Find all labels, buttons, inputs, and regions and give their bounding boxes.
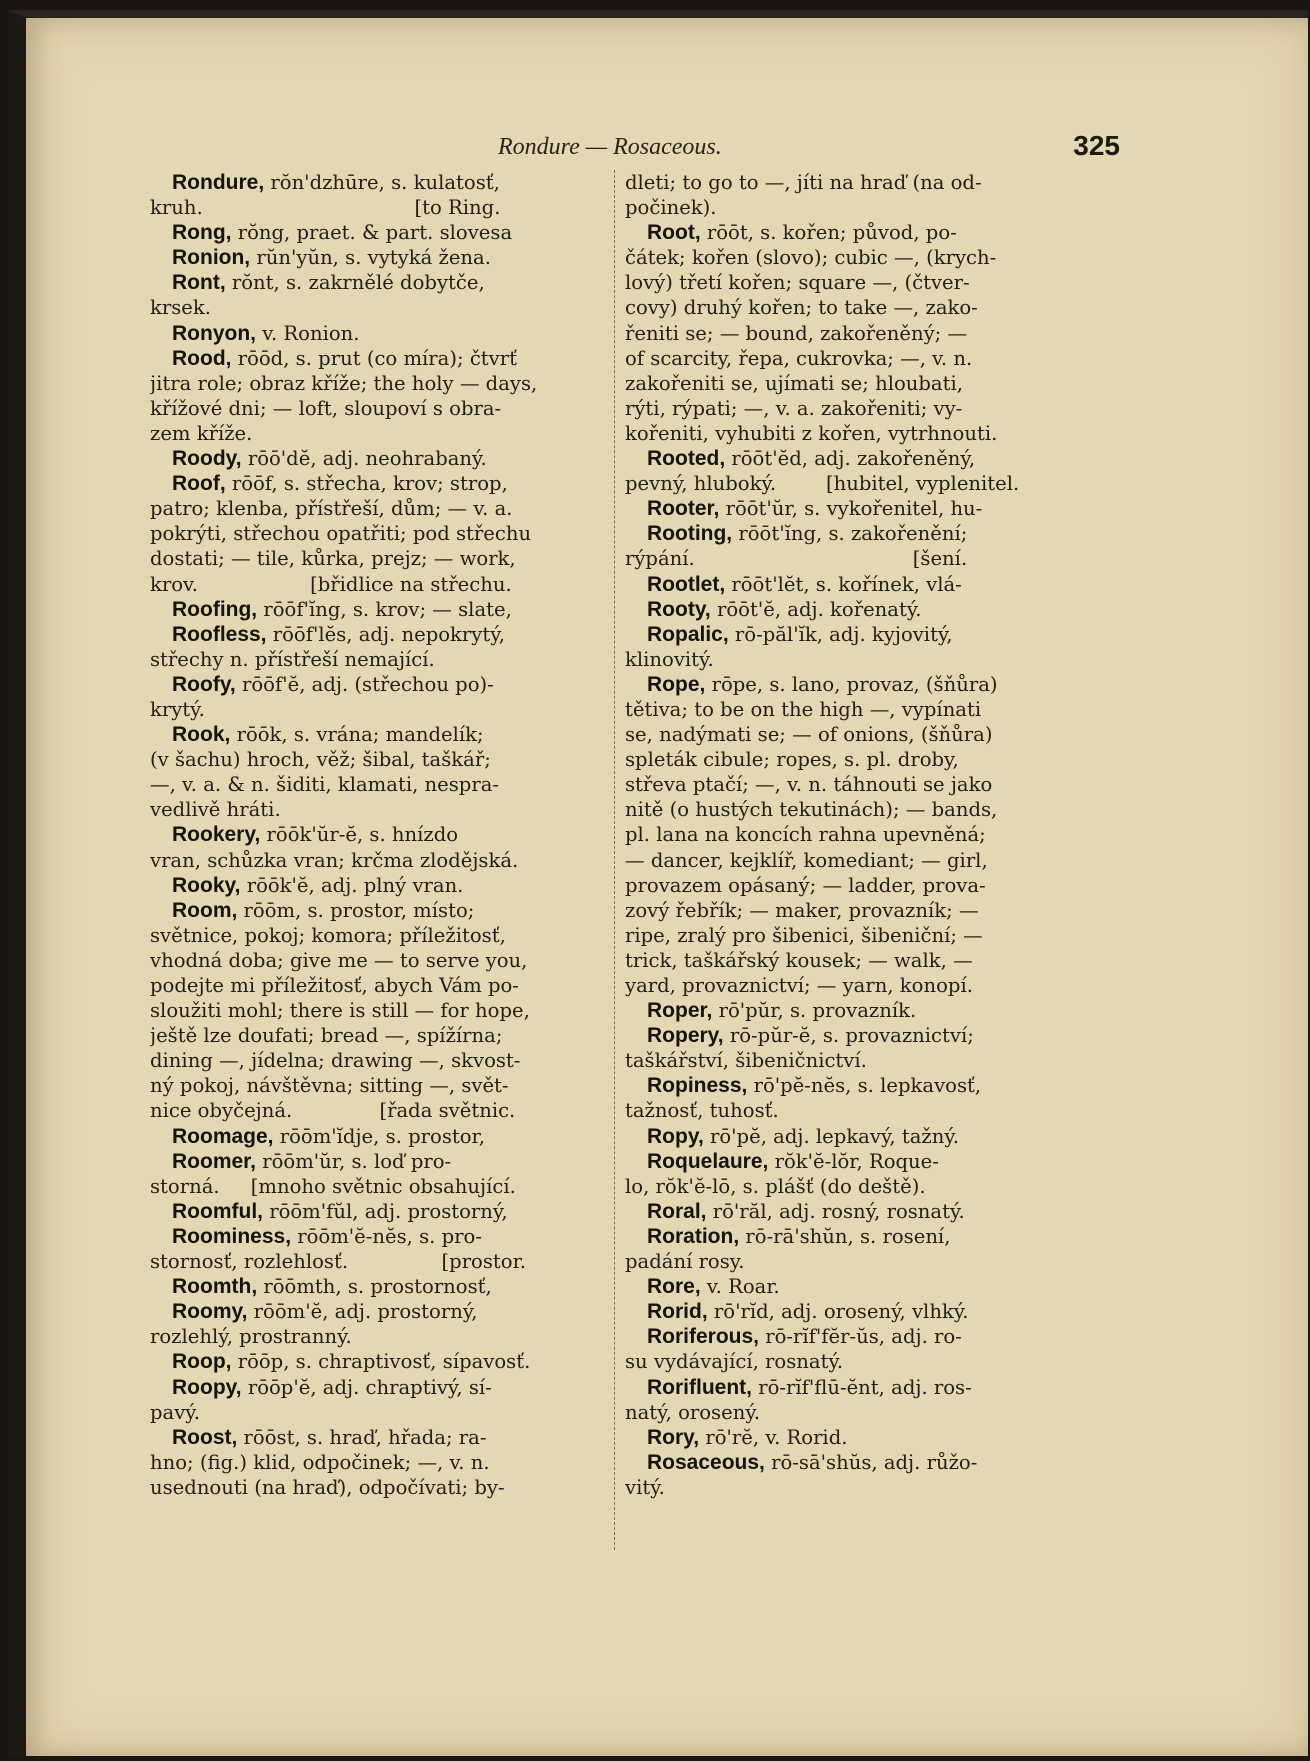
- dictionary-entry-line: [625, 1224, 1077, 1249]
- entry-text: rōōf'lĕs, adj. nepokrytý,: [266, 622, 505, 646]
- entry-text: dostati; — tile, kůrka, prejz; — work,: [150, 547, 516, 571]
- entry-headword: Room,: [172, 898, 238, 922]
- entry-text: lový) třetí kořen; square —, (čtver-: [625, 271, 970, 295]
- entry-text: rō'pĕ, adj. lepkavý, tažný.: [703, 1124, 960, 1148]
- dictionary-entry-line: [150, 346, 602, 371]
- entry-headword: Ropalic,: [647, 622, 729, 646]
- entry-headword: Rooky,: [172, 873, 241, 897]
- entry-headword: Rorid,: [647, 1300, 708, 1324]
- entry-text: rōōm'fŭl, adj. prostorný,: [262, 1199, 508, 1223]
- dictionary-continuation-line: [625, 471, 1077, 496]
- entry-headword: Rory,: [647, 1425, 700, 1449]
- dictionary-entry-line: [625, 672, 1077, 697]
- entry-text: vhodná doba; give me — to serve you,: [150, 948, 528, 972]
- entry-text: krov. [břidlice na střechu.: [150, 572, 512, 596]
- entry-text: rŏng, praet. & part. slovesa: [231, 221, 513, 245]
- entry-text: rōōst, s. hraď, hřada; ra-: [237, 1425, 487, 1449]
- entry-headword: Roop,: [172, 1350, 232, 1374]
- entry-headword: Roof,: [172, 472, 226, 496]
- entry-text: zakořeniti se, ujímati se; hloubati,: [625, 371, 963, 395]
- entry-text: dining —, jídelna; drawing —, skvost-: [150, 1049, 521, 1073]
- entry-text: lo, rŏk'ĕ-lō, s. plášť (do deště).: [625, 1174, 926, 1198]
- dictionary-continuation-line: [150, 772, 602, 797]
- entry-text: rýti, rýpati; —, v. a. zakořeniti; vy-: [625, 396, 963, 420]
- entry-text: rō'rĭd, adj. orosený, vlhký.: [707, 1300, 969, 1324]
- dictionary-continuation-line: [625, 948, 1077, 973]
- entry-text: rōōm'ĕ, adj. prostorný,: [247, 1300, 478, 1324]
- dictionary-entry-line: [625, 1450, 1077, 1475]
- entry-headword: Roomy,: [172, 1300, 248, 1324]
- entry-text: světnice, pokoj; komora; příležitosť,: [150, 923, 506, 947]
- entry-text: rō-rĭf'fĕr-ŭs, adj. ro-: [759, 1325, 962, 1349]
- entry-text: střechy n. přístřeší nemající.: [150, 647, 435, 671]
- entry-text: spleták cibule; ropes, s. pl. droby,: [625, 748, 959, 772]
- entry-text: rō'pĕ-nĕs, s. lepkavosť,: [747, 1074, 982, 1098]
- entry-headword: Rooted,: [647, 447, 726, 471]
- entry-text: zem kříže.: [150, 421, 253, 445]
- dictionary-continuation-line: [625, 1475, 1077, 1500]
- dictionary-entry-line: [150, 597, 602, 622]
- entry-headword: Roomful,: [172, 1199, 263, 1223]
- entry-headword: Rookery,: [172, 823, 261, 847]
- entry-headword: Roominess,: [172, 1224, 292, 1248]
- entry-headword: Rook,: [172, 723, 231, 747]
- dictionary-entry-line: [625, 1199, 1077, 1224]
- dictionary-entry-line: [150, 1299, 602, 1324]
- dictionary-continuation-line: [150, 848, 602, 873]
- dictionary-continuation-line: [150, 421, 602, 446]
- dictionary-entry-line: [625, 220, 1077, 245]
- entry-headword: Ront,: [172, 271, 226, 295]
- dictionary-continuation-line: [150, 998, 602, 1023]
- entry-text: rōōm'ĭdje, s. prostor,: [273, 1124, 485, 1148]
- dictionary-entry-line: [150, 622, 602, 647]
- entry-text: kořeniti, vyhubiti z kořen, vytrhnouti.: [625, 421, 998, 445]
- dictionary-continuation-line: [625, 170, 1077, 195]
- entry-headword: Roody,: [172, 447, 242, 471]
- entry-text: krsek.: [150, 296, 211, 320]
- entry-text: padání rosy.: [625, 1250, 745, 1274]
- entry-headword: Rosaceous,: [647, 1450, 765, 1474]
- entry-text: rō-pŭr-ĕ, s. provaznictví;: [723, 1024, 974, 1048]
- dictionary-entry-line: [150, 1149, 602, 1174]
- dictionary-continuation-line: [150, 1048, 602, 1073]
- entry-text: rōōt'ĕ, adj. kořenatý.: [710, 597, 922, 621]
- entry-text: rōōf, s. střecha, krov; strop,: [225, 472, 508, 496]
- dictionary-continuation-line: [150, 1400, 602, 1425]
- dictionary-continuation-line: [625, 1249, 1077, 1274]
- column-divider: [614, 170, 616, 1550]
- dictionary-entry-line: [625, 521, 1077, 546]
- dictionary-continuation-line: [150, 1023, 602, 1048]
- dictionary-continuation-line: [150, 647, 602, 672]
- dictionary-entry-line: [625, 1073, 1077, 1098]
- dictionary-continuation-line: [625, 195, 1077, 220]
- entry-text: pl. lana na koncích rahna upevněná;: [625, 823, 986, 847]
- entry-headword: Rong,: [172, 221, 232, 245]
- entry-text: rōōt, s. kořen; původ, po-: [700, 221, 957, 245]
- dictionary-entry-line: [625, 1425, 1077, 1450]
- entry-text: natý, orosený.: [625, 1400, 761, 1424]
- entry-headword: Ropy,: [647, 1124, 704, 1148]
- dictionary-continuation-line: [625, 923, 1077, 948]
- entry-text: se, nadýmati se; — of onions, (šňůra): [625, 723, 993, 747]
- entry-headword: Rorifluent,: [647, 1375, 752, 1399]
- entry-text: rōōt'ŭr, s. vykořenitel, hu-: [719, 497, 983, 521]
- dictionary-continuation-line: [150, 496, 602, 521]
- entry-text: jitra role; obraz kříže; the holy — days,: [150, 371, 538, 395]
- dictionary-continuation-line: [150, 1098, 602, 1123]
- entry-headword: Root,: [647, 221, 701, 245]
- entry-text: hno; (fig.) klid, odpočinek; —, v. n.: [150, 1450, 490, 1474]
- entry-text: čátek; kořen (slovo); cubic —, (krych-: [625, 246, 997, 270]
- entry-text: rō-sā'shŭs, adj. růžo-: [764, 1450, 978, 1474]
- dictionary-continuation-line: [625, 245, 1077, 270]
- dictionary-entry-line: [625, 1124, 1077, 1149]
- entry-text: — dancer, kejklíř, komediant; — girl,: [625, 848, 988, 872]
- dictionary-entry-line: [150, 1274, 602, 1299]
- dictionary-continuation-line: [150, 973, 602, 998]
- dictionary-continuation-line: [625, 396, 1077, 421]
- entry-text: nitě (o hustých tekutinách); — bands,: [625, 798, 998, 822]
- left-column: [150, 170, 602, 1500]
- dictionary-entry-line: [150, 321, 602, 346]
- dictionary-continuation-line: [625, 722, 1077, 747]
- dictionary-entry-line: [150, 245, 602, 270]
- entry-text: rōōm, s. prostor, místo;: [237, 898, 475, 922]
- entry-text: rōōk'ŭr-ĕ, s. hnízdo: [260, 823, 459, 847]
- dictionary-continuation-line: [150, 396, 602, 421]
- entry-text: sloužiti mohl; there is still — for hope,: [150, 999, 530, 1023]
- dictionary-entry-line: [625, 446, 1077, 471]
- entry-text: —, v. a. & n. šiditi, klamati, nespra-: [150, 773, 500, 797]
- dictionary-continuation-line: [625, 371, 1077, 396]
- dictionary-entry-line: [150, 672, 602, 697]
- dictionary-entry-line: [150, 873, 602, 898]
- dictionary-continuation-line: [625, 797, 1077, 822]
- entry-text: ještě lze doufati; bread —, spížírna;: [150, 1024, 503, 1048]
- entry-headword: Rooter,: [647, 497, 720, 521]
- dictionary-entry-line: [150, 220, 602, 245]
- dictionary-continuation-line: [625, 346, 1077, 371]
- dictionary-continuation-line: [150, 747, 602, 772]
- dictionary-continuation-line: [625, 822, 1077, 847]
- dictionary-continuation-line: [150, 521, 602, 546]
- dictionary-entry-line: [150, 1224, 602, 1249]
- entry-text: dleti; to go to —, jíti na hraď (na od-: [625, 171, 982, 194]
- dictionary-entry-line: [625, 572, 1077, 597]
- dictionary-continuation-line: [625, 295, 1077, 320]
- entry-text: v. Ronion.: [256, 321, 360, 345]
- dictionary-continuation-line: [625, 321, 1077, 346]
- entry-headword: Roomth,: [172, 1275, 258, 1299]
- dictionary-continuation-line: [625, 747, 1077, 772]
- entry-text: rōōt'ĕd, adj. zakořeněný,: [725, 447, 976, 471]
- dictionary-continuation-line: [625, 848, 1077, 873]
- entry-text: tětiva; to be on the high —, vypínati: [625, 697, 982, 721]
- entry-text: rŏk'ĕ-lŏr, Roque-: [768, 1149, 939, 1173]
- entry-text: rō-rĭf'flū-ĕnt, adj. ros-: [752, 1375, 972, 1399]
- entry-text: pevný, hluboký. [hubitel, vyplenitel.: [625, 472, 1020, 496]
- dictionary-continuation-line: [625, 873, 1077, 898]
- entry-text: ný pokoj, návštěvna; sitting —, svět-: [150, 1074, 509, 1098]
- entry-headword: Rooty,: [647, 597, 711, 621]
- dictionary-continuation-line: [150, 195, 602, 220]
- entry-text: rōōf'ĭng, s. krov; — slate,: [257, 597, 512, 621]
- dictionary-entry-line: [625, 496, 1077, 521]
- dictionary-entry-line: [625, 622, 1077, 647]
- dictionary-continuation-line: [150, 371, 602, 396]
- entry-text: of scarcity, řepa, cukrovka; —, v. n.: [625, 346, 973, 370]
- dictionary-continuation-line: [150, 1450, 602, 1475]
- dictionary-continuation-line: [150, 1475, 602, 1500]
- entry-text: vran, schůzka vran; krčma zlodějská.: [150, 848, 519, 872]
- entry-headword: Roral,: [647, 1199, 707, 1223]
- dictionary-entry-line: [625, 998, 1077, 1023]
- entry-headword: Ronyon,: [172, 321, 256, 345]
- entry-text: su vydávající, rosnatý.: [625, 1350, 844, 1374]
- entry-text: rō'răl, adj. rosný, rosnatý.: [706, 1199, 965, 1223]
- entry-headword: Roofing,: [172, 597, 258, 621]
- entry-headword: Roquelaure,: [647, 1149, 769, 1173]
- dictionary-continuation-line: [625, 546, 1077, 571]
- entry-text: rō-păl'ĭk, adj. kyjovitý,: [728, 622, 953, 646]
- dictionary-continuation-line: [150, 923, 602, 948]
- entry-text: klinovitý.: [625, 647, 714, 671]
- entry-text: podejte mi příležitosť, abych Vám po-: [150, 974, 519, 997]
- dictionary-continuation-line: [150, 572, 602, 597]
- entry-text: řeniti se; — bound, zakořeněný; —: [625, 321, 968, 345]
- entry-text: rōpe, s. lano, provaz, (šňůra): [705, 672, 998, 696]
- entry-headword: Roper,: [647, 999, 713, 1023]
- entry-text: trick, taškářský kousek; — walk, —: [625, 948, 973, 972]
- dictionary-continuation-line: [150, 948, 602, 973]
- dictionary-continuation-line: [150, 295, 602, 320]
- entry-headword: Roomage,: [172, 1124, 274, 1148]
- entry-text: rōōt'lĕt, s. kořínek, vlá-: [725, 572, 962, 596]
- entry-headword: Ropiness,: [647, 1074, 748, 1098]
- dictionary-entry-line: [150, 270, 602, 295]
- dictionary-continuation-line: [150, 697, 602, 722]
- dictionary-continuation-line: [625, 421, 1077, 446]
- dictionary-entry-line: [150, 1425, 602, 1450]
- entry-text: rōōk, s. vrána; mandelík;: [230, 723, 484, 747]
- entry-text: rōōk'ĕ, adj. plný vran.: [240, 873, 464, 897]
- entry-text: rŏnt, s. zakrnělé dobytče,: [225, 271, 485, 295]
- dictionary-entry-line: [150, 722, 602, 747]
- dictionary-entry-line: [625, 1274, 1077, 1299]
- dictionary-entry-line: [150, 471, 602, 496]
- entry-headword: Rope,: [647, 672, 706, 696]
- dictionary-continuation-line: [625, 1349, 1077, 1374]
- dictionary-continuation-line: [150, 546, 602, 571]
- dictionary-entry-line: [150, 170, 602, 195]
- entry-text: tažnosť, tuhosť.: [625, 1099, 779, 1123]
- entry-text: covy) druhý kořen; to take —, zako-: [625, 296, 978, 320]
- dictionary-continuation-line: [625, 772, 1077, 797]
- entry-text: patro; klenba, přístřeší, dům; — v. a.: [150, 497, 513, 521]
- entry-text: v. Roar.: [700, 1275, 780, 1299]
- entry-headword: Roofless,: [172, 622, 267, 646]
- entry-headword: Ropery,: [647, 1024, 724, 1048]
- dictionary-continuation-line: [625, 973, 1077, 998]
- dictionary-continuation-line: [150, 797, 602, 822]
- entry-headword: Roofy,: [172, 672, 236, 696]
- entry-text: provazem opásaný; — ladder, prova-: [625, 873, 986, 897]
- entry-text: rŏn'dzhūre, s. kulatosť,: [264, 171, 500, 194]
- entry-headword: Roriferous,: [647, 1325, 760, 1349]
- entry-headword: Roost,: [172, 1425, 238, 1449]
- entry-text: rōōp, s. chraptivosť, sípavosť.: [231, 1350, 531, 1374]
- entry-headword: Rootlet,: [647, 572, 726, 596]
- entry-headword: Rooting,: [647, 522, 733, 546]
- dictionary-entry-line: [150, 1349, 602, 1374]
- page-header: [198, 130, 1118, 170]
- entry-text: pokrýti, střechou opatřiti; pod střechu: [150, 522, 532, 546]
- entry-text: zový řebřík; — maker, provazník; —: [625, 898, 979, 922]
- page-number: 325: [1073, 130, 1120, 161]
- entry-text: rōōf'ĕ, adj. (střechou po)-: [235, 672, 494, 696]
- dictionary-continuation-line: [625, 1400, 1077, 1425]
- entry-text: storná. [mnoho světnic obsahující.: [150, 1174, 516, 1198]
- entry-headword: Rondure,: [172, 171, 265, 194]
- entry-headword: Ronion,: [172, 246, 251, 270]
- entry-text: (v šachu) hroch, věž; šibal, taškář;: [150, 748, 491, 772]
- entry-headword: Roopy,: [172, 1375, 242, 1399]
- entry-text: počinek).: [625, 196, 717, 220]
- entry-text: rōōm'ŭr, s. loď pro-: [256, 1149, 452, 1173]
- dictionary-continuation-line: [625, 647, 1077, 672]
- entry-text: kruh. [to Ring.: [150, 196, 501, 220]
- dictionary-entry-line: [625, 1299, 1077, 1324]
- dictionary-continuation-line: [625, 697, 1077, 722]
- entry-text: vitý.: [625, 1475, 665, 1499]
- dictionary-entry-line: [150, 1375, 602, 1400]
- running-head: Rondure — Rosaceous.: [498, 134, 722, 160]
- entry-text: vedlivě hráti.: [150, 798, 281, 822]
- dictionary-continuation-line: [625, 270, 1077, 295]
- dictionary-entry-line: [150, 898, 602, 923]
- entry-text: rō'pŭr, s. provazník.: [712, 999, 917, 1023]
- dictionary-entry-line: [625, 1375, 1077, 1400]
- entry-text: ripe, zralý pro šibenici, šibeniční; —: [625, 923, 983, 947]
- entry-text: střeva ptačí; —, v. n. táhnouti se jako: [625, 773, 993, 797]
- dictionary-entry-line: [150, 1124, 602, 1149]
- entry-text: taškářství, šibeničnictví.: [625, 1049, 867, 1073]
- dictionary-entry-line: [625, 597, 1077, 622]
- entry-text: yard, provaznictví; — yarn, konopí.: [625, 974, 973, 997]
- entry-text: rozlehlý, prostranný.: [150, 1325, 352, 1349]
- entry-text: rōōd, s. prut (co míra); čtvrť: [231, 346, 517, 370]
- entry-text: stornosť, rozlehlosť. [prostor.: [150, 1250, 527, 1274]
- dictionary-entry-line: [625, 1149, 1077, 1174]
- entry-text: usednouti (na hraď), odpočívati; by-: [150, 1475, 505, 1499]
- dictionary-continuation-line: [150, 1249, 602, 1274]
- entry-headword: Roomer,: [172, 1149, 257, 1173]
- dictionary-continuation-line: [150, 1324, 602, 1349]
- entry-headword: Rore,: [647, 1275, 701, 1299]
- entry-headword: Roration,: [647, 1224, 740, 1248]
- dictionary-continuation-line: [625, 1048, 1077, 1073]
- dictionary-entry-line: [625, 1023, 1077, 1048]
- dictionary-continuation-line: [625, 1098, 1077, 1123]
- entry-text: nice obyčejná. [řada světnic.: [150, 1099, 516, 1123]
- entry-headword: Rood,: [172, 346, 232, 370]
- entry-text: rōōt'ĭng, s. zakořenění;: [732, 522, 968, 546]
- entry-text: krytý.: [150, 697, 205, 721]
- entry-text: křížové dni; — loft, sloupoví s obra-: [150, 396, 502, 420]
- entry-text: rŭn'yŭn, s. vytyká žena.: [250, 246, 491, 270]
- entry-text: rō-rā'shŭn, s. rosení,: [739, 1224, 951, 1248]
- dictionary-continuation-line: [625, 1174, 1077, 1199]
- entry-text: rōōm'ĕ-nĕs, s. pro-: [291, 1224, 482, 1248]
- dictionary-continuation-line: [150, 1174, 602, 1199]
- entry-text: rō'rĕ, v. Rorid.: [699, 1425, 848, 1449]
- entry-text: rōōmth, s. prostornosť,: [257, 1275, 492, 1299]
- dictionary-entry-line: [150, 446, 602, 471]
- dictionary-entry-line: [150, 1199, 602, 1224]
- entry-text: rōō'dĕ, adj. neohrabaný.: [241, 447, 487, 471]
- dictionary-entry-line: [150, 822, 602, 847]
- entry-text: rýpání. [šení.: [625, 547, 968, 571]
- entry-text: pavý.: [150, 1400, 200, 1424]
- dictionary-continuation-line: [150, 1073, 602, 1098]
- dictionary-continuation-line: [625, 898, 1077, 923]
- dictionary-entry-line: [625, 1324, 1077, 1349]
- right-column: [625, 170, 1077, 1500]
- entry-text: rōōp'ĕ, adj. chraptivý, sí-: [241, 1375, 492, 1399]
